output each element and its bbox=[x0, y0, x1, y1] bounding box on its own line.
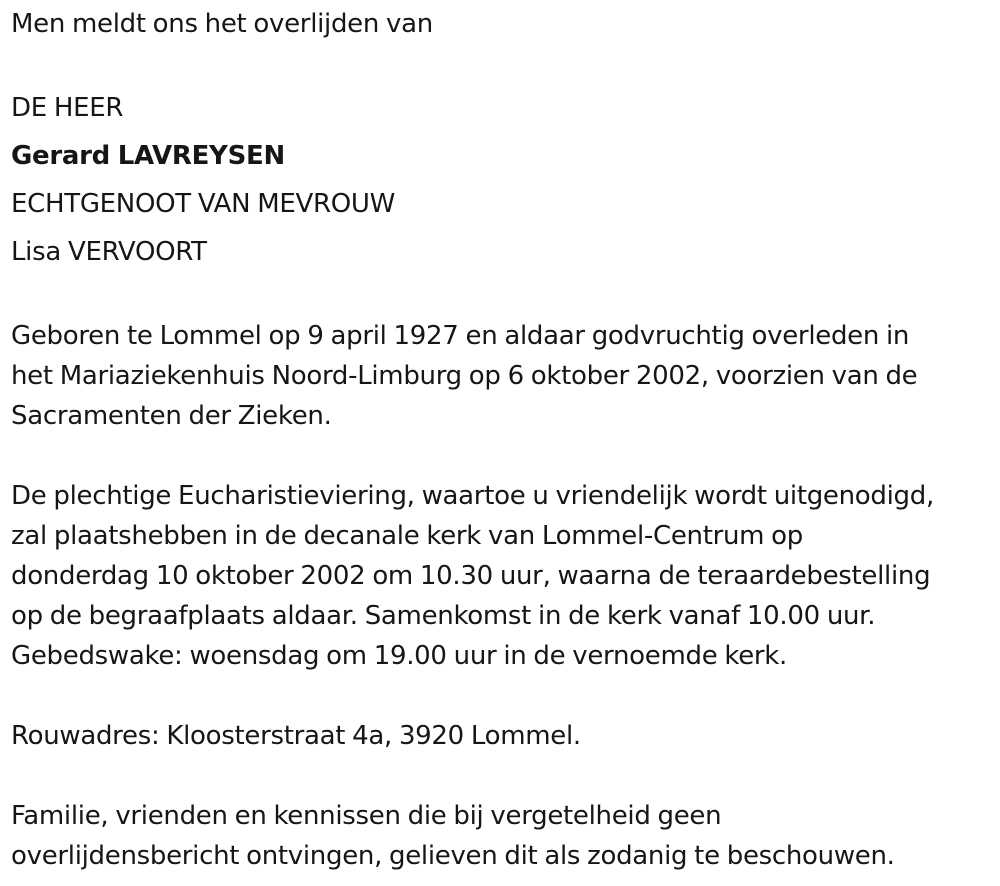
paragraph-line: op de begraafplaats aldaar. Samenkomst in de kerk vanaf 10.00 uur. bbox=[11, 601, 876, 631]
intro-text: Men meldt ons het overlijden van bbox=[11, 9, 433, 39]
spacer bbox=[11, 44, 996, 84]
birth-death-paragraph bbox=[11, 316, 996, 436]
paragraph-line: Geboren te Lommel op 9 april 1927 en aldaar godvruchtig overleden in bbox=[11, 321, 910, 351]
paragraph-line: overlijdensbericht ontvingen, gelieven dit als zodanig te beschouwen. bbox=[11, 841, 895, 871]
spouse-label: ECHTGENOOT VAN MEVROUW bbox=[11, 189, 396, 219]
obituary-notice bbox=[11, 4, 996, 876]
ceremony-paragraph bbox=[11, 476, 996, 676]
spacer bbox=[11, 676, 996, 716]
paragraph-line: Sacramenten der Zieken. bbox=[11, 401, 332, 431]
deceased-name: Gerard LAVREYSEN bbox=[11, 141, 285, 171]
paragraph-line: Familie, vrienden en kennissen die bij vergetelheid geen bbox=[11, 801, 722, 831]
paragraph-line: het Mariaziekenhuis Noord-Limburg op 6 oktober 2002, voorzien van de bbox=[11, 361, 918, 391]
paragraph-line: Gebedswake: woensdag om 19.00 uur in de vernoemde kerk. bbox=[11, 641, 788, 671]
paragraph-line: zal plaatshebben in de decanale kerk van Lommel-Centrum op bbox=[11, 521, 803, 551]
paragraph-line: donderdag 10 oktober 2002 om 10.30 uur, waarna de teraardebestelling bbox=[11, 561, 931, 591]
mourning-address: Rouwadres: Kloosterstraat 4a, 3920 Lommel. bbox=[11, 721, 581, 751]
spacer bbox=[11, 436, 996, 476]
paragraph-line: De plechtige Eucharistieviering, waartoe u vriendelijk wordt uitgenodigd, bbox=[11, 481, 934, 511]
spacer bbox=[11, 756, 996, 796]
spouse-name: Lisa VERVOORT bbox=[11, 237, 207, 267]
spacer bbox=[11, 276, 996, 316]
closing-paragraph bbox=[11, 796, 996, 876]
honorific-title: DE HEER bbox=[11, 93, 124, 123]
